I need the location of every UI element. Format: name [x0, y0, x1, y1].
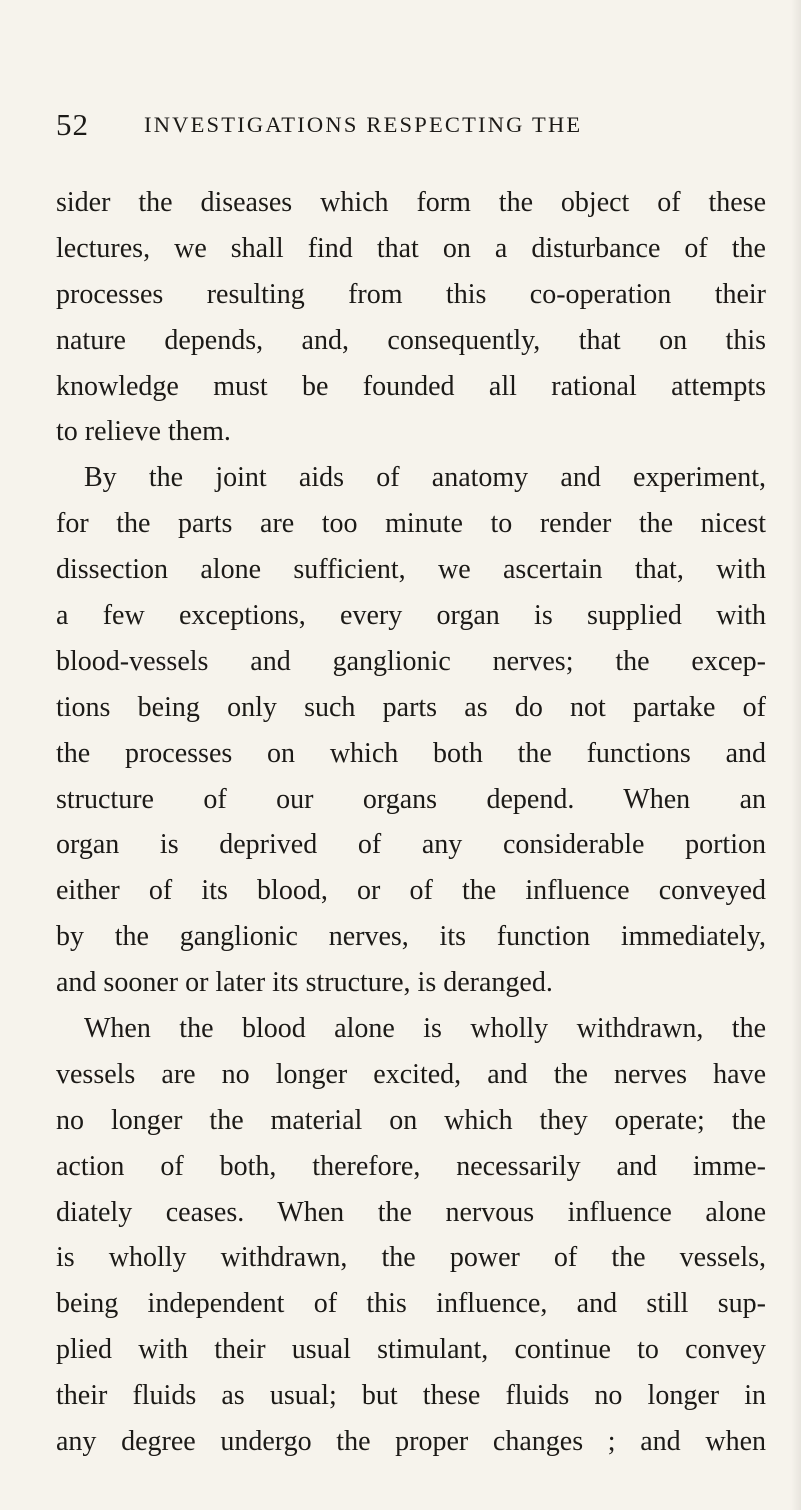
- text-line: vessels are no longer excited, and the nerves have: [56, 1058, 766, 1090]
- text-line: knowledge must be founded all rational attempts: [56, 370, 766, 402]
- text-line: their fluids as usual; but these fluids no longer in: [56, 1380, 766, 1412]
- text-line: by the ganglionic nerves, its function immediately,: [56, 921, 766, 953]
- text-line: sider the diseases which form the object of these: [56, 187, 766, 218]
- text-line: When the blood alone is wholly withdrawn, the: [84, 1013, 766, 1045]
- text-line: either of its blood, or of the influence conveyed: [56, 875, 766, 907]
- text-line: tions being only such parts as do not partake of: [56, 691, 766, 723]
- text-line: structure of our organs depend. When an: [56, 783, 766, 815]
- body-text: [56, 180, 766, 1465]
- text-line: being independent of this influence, and still sup-: [56, 1288, 766, 1320]
- text-line: action of both, therefore, necessarily and imme-: [56, 1150, 766, 1182]
- running-head: [56, 107, 756, 147]
- text-line: nature depends, and, consequently, that on this: [56, 324, 766, 356]
- text-line: is wholly withdrawn, the power of the vessels,: [56, 1242, 766, 1274]
- text-line: and sooner or later its structure, is deranged.: [56, 967, 553, 999]
- page-number: 52: [56, 107, 89, 142]
- text-line: By the joint aids of anatomy and experiment,: [84, 462, 766, 494]
- text-line: plied with their usual stimulant, continue to convey: [56, 1334, 766, 1366]
- text-line: to relieve them.: [56, 416, 231, 448]
- text-line: blood-vessels and ganglionic nerves; the excep-: [56, 645, 766, 677]
- text-line: lectures, we shall find that on a disturbance of the: [56, 232, 766, 264]
- text-line: diately ceases. When the nervous influence alone: [56, 1196, 766, 1228]
- text-line: for the parts are too minute to render the nicest: [56, 508, 766, 540]
- text-line: dissection alone sufficient, we ascertain that, with: [56, 554, 766, 586]
- text-line: no longer the material on which they operate; the: [56, 1104, 766, 1136]
- text-line: processes resulting from this co-operation their: [56, 278, 766, 310]
- running-title: INVESTIGATIONS RESPECTING THE: [144, 112, 583, 137]
- text-line: organ is deprived of any considerable portion: [56, 829, 766, 861]
- text-line: any degree undergo the proper changes ; and when: [56, 1426, 766, 1458]
- text-line: a few exceptions, every organ is supplied with: [56, 600, 766, 632]
- page-edge-shadow: [791, 0, 801, 1510]
- text-line: the processes on which both the functions and: [56, 737, 766, 769]
